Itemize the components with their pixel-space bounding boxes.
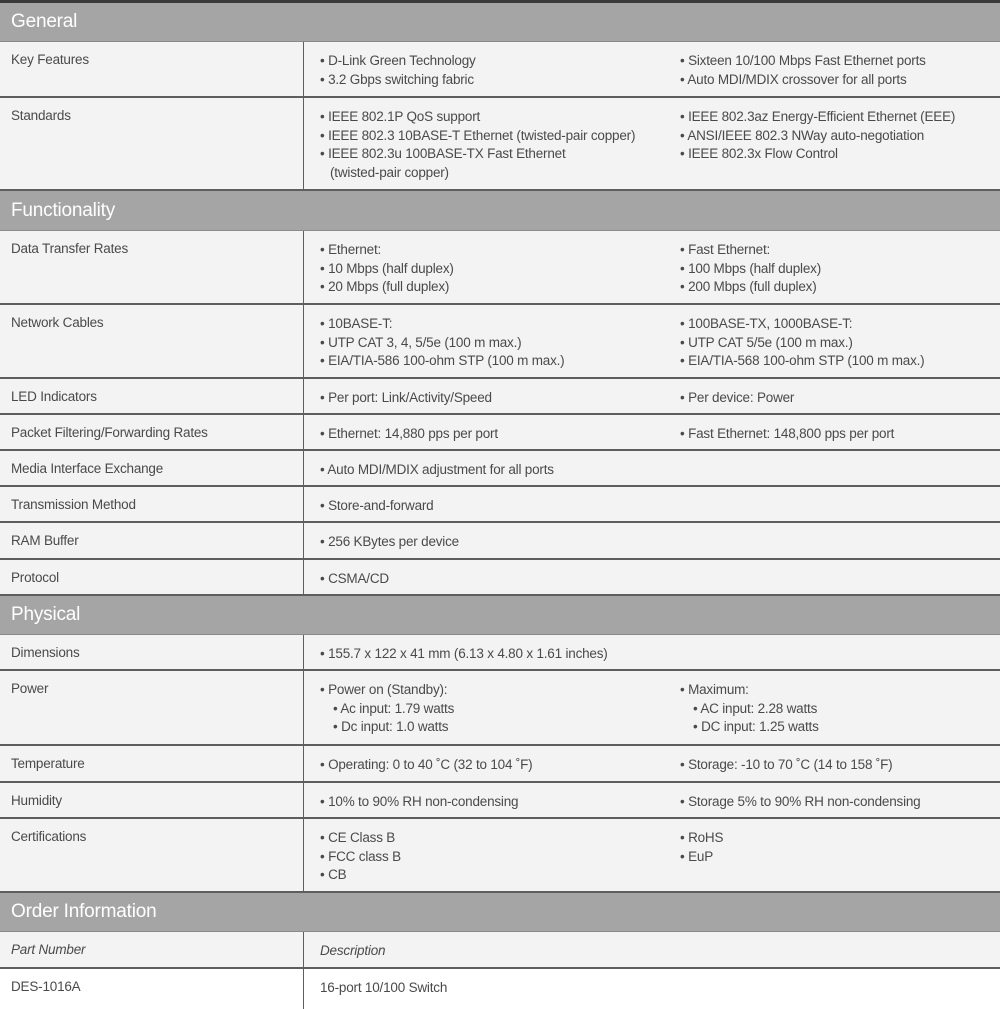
spec-item: • UTP CAT 3, 4, 5/5e (100 m max.) — [320, 334, 522, 350]
spec-item: • Fast Ethernet: — [680, 242, 771, 257]
row-label: Dimensions — [0, 635, 304, 669]
spec-row-key-features — [0, 42, 1000, 98]
spec-item: • Power on (Standby): — [320, 682, 448, 697]
spec-item: • EIA/TIA-568 100-ohm STP (100 m max.) — [680, 353, 925, 368]
section-functionality — [0, 191, 1000, 231]
row-label: Transmission Method — [0, 487, 304, 521]
spec-item: • 10% to 90% RH non-condensing — [320, 794, 519, 809]
spec-row-data-transfer — [0, 231, 1000, 305]
order-row — [0, 969, 1000, 1009]
spec-item: • CSMA/CD — [320, 571, 389, 586]
spec-item: • AC input: 2.28 watts — [693, 700, 818, 716]
row-label: Network Cables — [0, 305, 304, 377]
row-label: Certifications — [0, 819, 304, 891]
section-order-information — [0, 893, 1000, 932]
spec-item: • 256 KBytes per device — [320, 534, 459, 549]
spec-item: • Ethernet: — [320, 242, 382, 257]
spec-row-protocol — [0, 560, 1000, 596]
spec-row-network-cables — [0, 305, 1000, 379]
spec-row-packet — [0, 415, 1000, 451]
spec-item: • Fast Ethernet: 148,800 pps per port — [680, 426, 895, 441]
spec-item: • CE Class B — [320, 830, 396, 845]
description: 16-port 10/100 Switch — [320, 980, 448, 995]
spec-row-dimensions — [0, 635, 1000, 671]
section-general — [0, 3, 1000, 42]
spec-item: • 155.7 x 122 x 41 mm (6.13 x 4.80 x 1.61 inches) — [320, 646, 608, 661]
spec-item: • 10 Mbps (half duplex) — [320, 260, 454, 276]
row-label: Packet Filtering/Forwarding Rates — [0, 415, 304, 449]
spec-row-transmission — [0, 487, 1000, 523]
spec-item: • Per device: Power — [680, 390, 795, 405]
spec-item: • EuP — [680, 848, 713, 864]
spec-row-standards — [0, 98, 1000, 191]
spec-item: • RoHS — [680, 830, 724, 845]
spec-item: • 10BASE-T: — [320, 316, 393, 331]
row-label: Temperature — [0, 746, 304, 781]
spec-item: (twisted-pair copper) — [330, 164, 449, 180]
spec-item: • Ac input: 1.79 watts — [333, 700, 455, 716]
spec-row-power — [0, 671, 1000, 746]
spec-item: • IEEE 802.3 10BASE-T Ethernet (twisted-pair copper) — [320, 127, 636, 143]
spec-item: • Storage: -10 to 70 ˚C (14 to 158 ˚F) — [680, 757, 893, 772]
spec-item: • 3.2 Gbps switching fabric — [320, 71, 474, 87]
spec-item: • 20 Mbps (full duplex) — [320, 279, 450, 294]
spec-item: • CB — [320, 867, 347, 882]
spec-item: • FCC class B — [320, 848, 401, 864]
row-label: Standards — [0, 98, 304, 189]
row-label: Key Features — [0, 42, 304, 96]
row-label: Protocol — [0, 560, 304, 594]
row-label: Power — [0, 671, 304, 744]
spec-item: • ANSI/IEEE 802.3 NWay auto-negotiation — [680, 127, 925, 143]
spec-item: • Storage 5% to 90% RH non-condensing — [680, 794, 921, 809]
part-number-header: Part Number — [0, 932, 304, 967]
section-title: Functionality — [11, 199, 116, 221]
spec-item: • Store-and-forward — [320, 498, 434, 513]
spec-row-humidity — [0, 783, 1000, 819]
spec-item: • Sixteen 10/100 Mbps Fast Ethernet ports — [680, 53, 926, 68]
row-label: Humidity — [0, 783, 304, 817]
spec-item: • D-Link Green Technology — [320, 53, 476, 68]
section-physical — [0, 596, 1000, 635]
spec-row-temperature — [0, 746, 1000, 783]
description-header: Description — [320, 943, 386, 958]
spec-item: • EIA/TIA-586 100-ohm STP (100 m max.) — [320, 353, 565, 368]
spec-item: • UTP CAT 5/5e (100 m max.) — [680, 334, 853, 350]
spec-row-certifications — [0, 819, 1000, 893]
row-label: Media Interface Exchange — [0, 451, 304, 485]
spec-item: • Auto MDI/MDIX adjustment for all ports — [320, 462, 554, 477]
spec-item: • 200 Mbps (full duplex) — [680, 279, 817, 294]
spec-row-led — [0, 379, 1000, 415]
spec-item: • Per port: Link/Activity/Speed — [320, 390, 492, 405]
spec-item: • DC input: 1.25 watts — [693, 719, 819, 734]
order-header-row — [0, 932, 1000, 969]
spec-item: • Ethernet: 14,880 pps per port — [320, 426, 498, 441]
spec-item: • IEEE 802.1P QoS support — [320, 109, 481, 124]
section-title: Physical — [11, 604, 81, 625]
spec-item: • Dc input: 1.0 watts — [333, 719, 449, 734]
row-label: LED Indicators — [0, 379, 304, 413]
spec-item: • IEEE 802.3x Flow Control — [680, 146, 838, 161]
section-title: Order Information — [11, 901, 157, 922]
spec-item: • IEEE 802.3u 100BASE-TX Fast Ethernet — [320, 146, 566, 161]
spec-row-media — [0, 451, 1000, 487]
spec-row-ram — [0, 523, 1000, 560]
spec-item: • Operating: 0 to 40 ˚C (32 to 104 ˚F) — [320, 757, 533, 772]
spec-item: • Auto MDI/MDIX crossover for all ports — [680, 71, 907, 87]
section-title: General — [11, 11, 78, 32]
spec-item: • 100 Mbps (half duplex) — [680, 260, 822, 276]
row-label: RAM Buffer — [0, 523, 304, 558]
spec-item: • IEEE 802.3az Energy-Efficient Ethernet (EEE) — [680, 109, 956, 124]
row-label: Data Transfer Rates — [0, 231, 304, 303]
spec-item: • 100BASE-TX, 1000BASE-T: — [680, 316, 853, 331]
part-number: DES-1016A — [0, 969, 304, 1009]
spec-item: • Maximum: — [680, 682, 749, 697]
